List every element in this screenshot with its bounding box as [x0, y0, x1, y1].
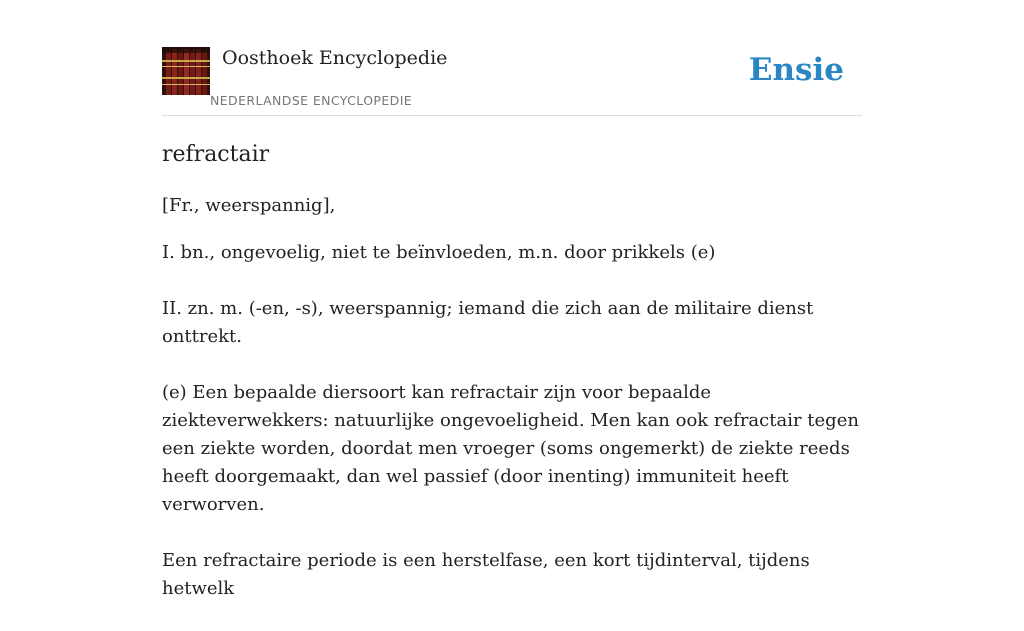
site-header: [162, 0, 862, 116]
entry-paragraph: I. bn., ongevoelig, niet te beïnvloeden, m.n. door prikkels (e): [162, 242, 716, 263]
entry-paragraph: II. zn. m. (-en, -s), weerspannig; iemand die zich aan de militaire dienst onttrekt.: [162, 298, 814, 347]
entry-paragraph: Een refractaire periode is een herstelfase, een kort tijdinterval, tijdens hetwelk: [162, 550, 810, 599]
entry-paragraph: (e) Een bepaalde diersoort kan refractair zijn voor bepaalde ziekteverwekkers: natuurlijke ongevoeligheid. Men kan ook refractair tegen een ziekte worden, doordat men vroeger (soms ongemerkt) de ziekte reeds heeft doorgemaakt, dan wel passief (door inenting) immuniteit heeft verworven.: [162, 382, 859, 515]
site-name-link[interactable]: Oosthoek Encyclopedie: [222, 47, 448, 69]
entry-etymology: [Fr., weerspannig],: [162, 195, 336, 216]
page-container: [162, 0, 862, 599]
book-spines-icon[interactable]: [162, 47, 210, 95]
entry-title: refractair: [162, 142, 270, 167]
site-subtitle: NEDERLANDSE ENCYCLOPEDIE: [210, 93, 413, 108]
brand-logo-link[interactable]: Ensie: [748, 52, 844, 88]
entry-body: [162, 239, 862, 631]
